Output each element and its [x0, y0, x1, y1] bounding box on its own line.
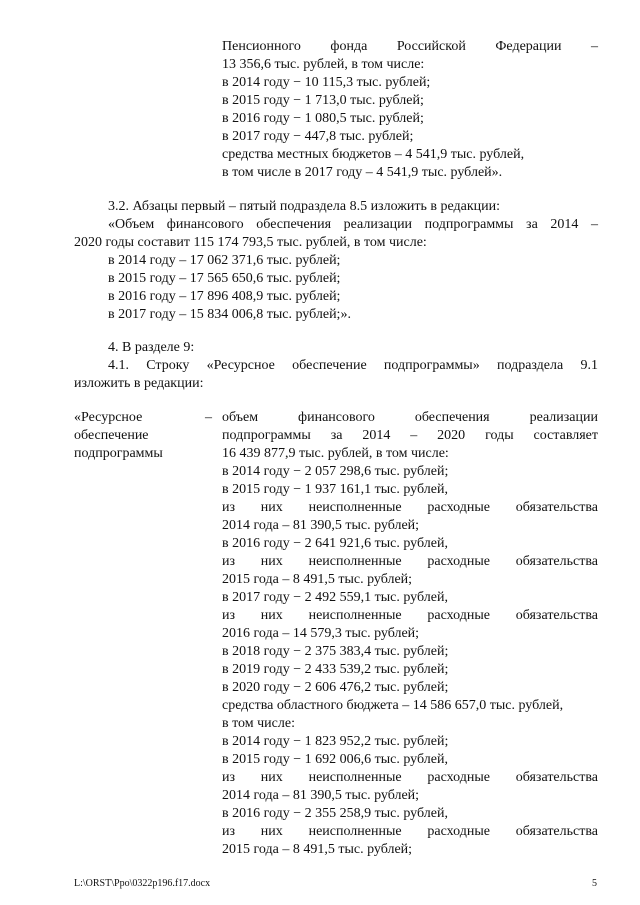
table-right-line-18: в том числе:: [222, 716, 295, 731]
section-4-heading: 4. В разделе 9:: [108, 340, 195, 355]
table-right-line-4: в 2014 году − 2 057 298,6 тыс. рублей;: [222, 464, 449, 479]
table-label-line1: «Ресурсное: [74, 410, 143, 425]
section-3-2-year-2017: в 2017 году – 15 834 006,8 тыс. рублей;».: [108, 307, 351, 322]
table-right-line-10: 2015 года – 8 491,5 тыс. рублей;: [222, 572, 413, 587]
table-right-line-20: в 2015 году − 1 692 006,6 тыс. рублей,: [222, 752, 448, 767]
section-3-2-quote-line1: «Объем финансового обеспечения реализации подпрограммы за 2014 –: [108, 217, 598, 232]
table-right-line-21: из них неисполненные расходные обязательства: [222, 770, 598, 785]
table-right-line-3: 16 439 877,9 тыс. рублей, в том числе:: [222, 446, 449, 461]
table-dash: –: [205, 410, 212, 425]
table-label-line3: подпрограммы: [74, 446, 163, 461]
top-line-7: средства местных бюджетов – 4 541,9 тыс. рублей,: [222, 147, 525, 162]
table-right-line-23: в 2016 году − 2 355 258,9 тыс. рублей,: [222, 806, 448, 821]
table-label-line2: обеспечение: [74, 428, 149, 443]
section-3-2-year-2014: в 2014 году – 17 062 371,6 тыс. рублей;: [108, 253, 341, 268]
top-line-5: в 2016 году − 1 080,5 тыс. рублей;: [222, 111, 424, 126]
table-right-line-2: подпрограммы за 2014 – 2020 годы составляет: [222, 428, 598, 443]
section-4-1-line1: 4.1. Строку «Ресурсное обеспечение подпрограммы» подраздела 9.1: [108, 358, 598, 373]
footer-page-number: 5: [592, 878, 597, 889]
table-right-line-8: в 2016 году − 2 641 921,6 тыс. рублей,: [222, 536, 448, 551]
table-right-line-24: из них неисполненные расходные обязательства: [222, 824, 598, 839]
table-right-line-5: в 2015 году − 1 937 161,1 тыс. рублей,: [222, 482, 448, 497]
footer-file-path: L:\ORST\Ppo\0322p196.f17.docx: [74, 878, 211, 889]
section-4-1-line2: изложить в редакции:: [74, 376, 204, 391]
top-line-4: в 2015 году − 1 713,0 тыс. рублей;: [222, 93, 424, 108]
table-right-line-15: в 2019 году − 2 433 539,2 тыс. рублей;: [222, 662, 449, 677]
section-3-2-year-2016: в 2016 году – 17 896 408,9 тыс. рублей;: [108, 289, 341, 304]
top-line-1: Пенсионного фонда Российской Федерации –: [222, 39, 598, 54]
table-right-line-13: 2016 года – 14 579,3 тыс. рублей;: [222, 626, 420, 641]
top-line-3: в 2014 году − 10 115,3 тыс. рублей;: [222, 75, 431, 90]
table-right-line-1: объем финансового обеспечения реализации: [222, 410, 598, 425]
table-right-line-6: из них неисполненные расходные обязательства: [222, 500, 598, 515]
table-right-line-25: 2015 года – 8 491,5 тыс. рублей;: [222, 842, 413, 857]
section-3-2-year-2015: в 2015 году – 17 565 650,6 тыс. рублей;: [108, 271, 341, 286]
table-right-line-12: из них неисполненные расходные обязательства: [222, 608, 598, 623]
table-right-line-22: 2014 года – 81 390,5 тыс. рублей;: [222, 788, 420, 803]
table-right-line-17: средства областного бюджета – 14 586 657,0 тыс. рублей,: [222, 698, 564, 713]
top-line-6: в 2017 году − 447,8 тыс. рублей;: [222, 129, 414, 144]
table-right-line-7: 2014 года – 81 390,5 тыс. рублей;: [222, 518, 420, 533]
table-right-line-11: в 2017 году − 2 492 559,1 тыс. рублей,: [222, 590, 448, 605]
section-3-2-quote-line2: 2020 годы составит 115 174 793,5 тыс. рублей, в том числе:: [74, 235, 427, 250]
table-right-line-19: в 2014 году − 1 823 952,2 тыс. рублей;: [222, 734, 449, 749]
section-3-2-heading: 3.2. Абзацы первый – пятый подраздела 8.5 изложить в редакции:: [108, 199, 501, 214]
table-right-line-16: в 2020 году − 2 606 476,2 тыс. рублей;: [222, 680, 449, 695]
table-right-line-14: в 2018 году − 2 375 383,4 тыс. рублей;: [222, 644, 449, 659]
top-line-8: в том числе в 2017 году – 4 541,9 тыс. рублей».: [222, 165, 503, 180]
table-right-line-9: из них неисполненные расходные обязательства: [222, 554, 598, 569]
top-line-2: 13 356,6 тыс. рублей, в том числе:: [222, 57, 425, 72]
